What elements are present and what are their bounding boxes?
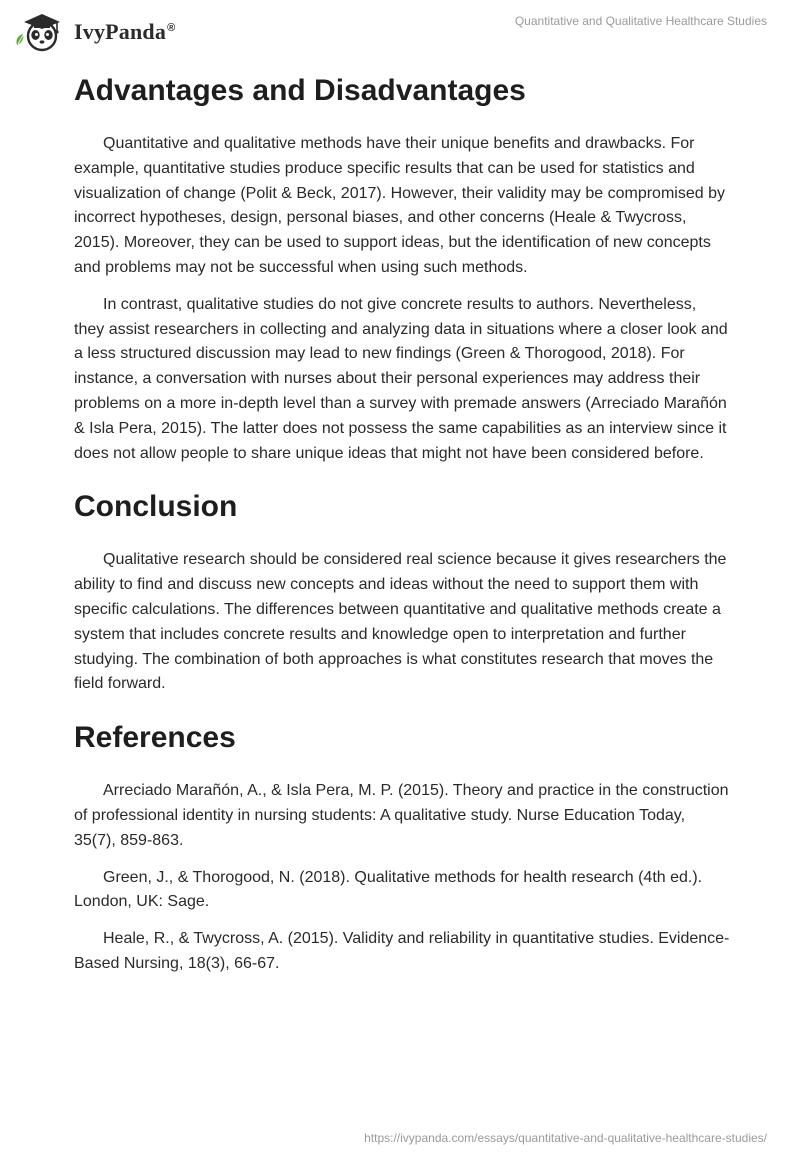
section-heading: Advantages and Disadvantages <box>74 74 526 107</box>
section-references <box>74 713 730 977</box>
section-conclusion <box>74 482 730 697</box>
source-url[interactable]: https://ivypanda.com/essays/quantitative-and-qualitative-healthcare-studies/ <box>364 1131 767 1145</box>
paragraph: Quantitative and qualitative methods have their unique benefits and drawbacks. For example, quantitative studies produce specific results that can be used for statistics and visualization of change (Polit & Beck, 2017). However, their validity may be compromised by incorrect hypotheses, design, personal biases, and other concerns (Heale & Twycross, 2015). Moreover, they can be used to support ideas, but the identification of new concepts and problems may not be successful when using such methods. <box>74 135 725 276</box>
paragraph: In contrast, qualitative studies do not give concrete results to authors. Nevertheless, they assist researchers in collecting and analyzing data in situations where a closer look and a less structured discussion may lead to new findings (Green & Thorogood, 2018). For instance, a conversation with nurses about their personal experiences may address their problems on a more in-depth level than a survey with premade answers (Arreciado Marañón & Isla Pera, 2015). The latter does not possess the same capabilities as an interview since it does not allow people to share unique ideas that might not have been considered before. <box>74 295 728 462</box>
section-heading: References <box>74 721 236 755</box>
paragraph: Qualitative research should be considered real science because it gives researchers the ability to find and discuss new concepts and ideas without the need to support them with specific calculations. The differences between quantitative and qualitative methods create a system that includes concrete results and knowledge open to interpretation and further studying. The combination of both approaches is what constitutes research that moves the field forward. <box>74 551 727 693</box>
essay-body <box>74 66 730 977</box>
panda-graduate-icon <box>14 9 68 53</box>
ivypanda-logo[interactable] <box>14 8 175 54</box>
brand-name: IvyPanda® <box>74 19 176 44</box>
section-advantages <box>74 66 730 466</box>
running-title: Quantitative and Qualitative Healthcare Studies <box>514 14 767 28</box>
page-header <box>0 0 800 60</box>
reference-item: Heale, R., & Twycross, A. (2015). Validity and reliability in quantitative studies. Evidence-Based Nursing, 18(3), 66-67. <box>74 930 730 972</box>
registered-mark: ® <box>167 21 176 34</box>
reference-item: Green, J., & Thorogood, N. (2018). Qualitative methods for health research (4th ed.). London, UK: Sage. <box>74 868 703 911</box>
section-heading: Conclusion <box>74 490 238 524</box>
reference-item: Arreciado Marañón, A., & Isla Pera, M. P. (2015). Theory and practice in the construction of professional identity in nursing students: A qualitative study. Nurse Education Today, 35(7), 859-863. <box>74 782 729 849</box>
